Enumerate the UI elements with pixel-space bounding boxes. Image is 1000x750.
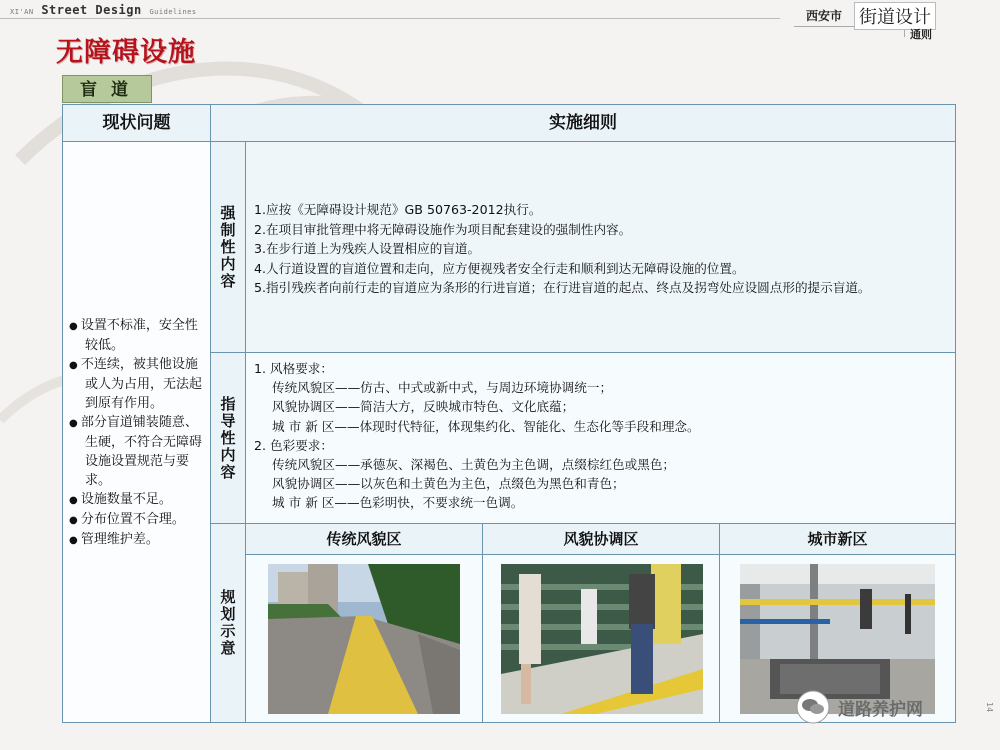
label-mandatory-text: 强制性内容 bbox=[218, 204, 237, 290]
watermark bbox=[796, 690, 923, 724]
label-plan-text: 规划示意 bbox=[218, 589, 237, 657]
top-divider bbox=[0, 18, 780, 19]
list-item: ● 部分盲道铺装随意、生硬，不符合无障碍设施设置规范与要求。 bbox=[69, 413, 207, 490]
list-item: 传统风貌区——仿古、中式或新中式，与周边环境协调统一； bbox=[272, 380, 613, 396]
brand-title: 街道设计 bbox=[854, 2, 936, 30]
list-item: 3.在步行道上为残疾人设置相应的盲道。 bbox=[254, 241, 481, 256]
brand-city: 西安市 bbox=[806, 9, 843, 23]
list-item: 城 市 新 区——色彩明快，不要求统一色调。 bbox=[272, 495, 524, 511]
english-sub: Guidelines bbox=[149, 8, 197, 16]
brand-subtitle: 通则 bbox=[910, 28, 932, 41]
list-item: 城 市 新 区——体现时代特征，体现集约化、智能化、生态化等手段和理念。 bbox=[272, 418, 700, 434]
list-item: 2.在项目审批管理中将无障碍设施作为项目配套建设的强制性内容。 bbox=[254, 221, 632, 237]
wechat-icon bbox=[796, 690, 830, 724]
list-item: 风貌协调区——简洁大方，反映城市特色、文化底蕴； bbox=[272, 399, 575, 415]
issues-list bbox=[69, 316, 207, 550]
label-plan bbox=[211, 524, 246, 722]
list-item: 1.应按《无障碍设计规范》GB 50763-2012执行。 bbox=[254, 202, 542, 217]
zone-coordinated-heading: 风貌协调区 bbox=[483, 524, 720, 555]
photo-traditional-zone bbox=[268, 564, 460, 714]
label-guidance bbox=[211, 353, 246, 524]
header-implementation-rules: 实施细则 bbox=[211, 105, 955, 142]
guideline-english-title bbox=[10, 3, 197, 17]
page-title: 无障碍设施 bbox=[56, 37, 196, 68]
guidance-list bbox=[254, 359, 700, 513]
list-item: 4.人行道设置的盲道位置和走向，应方便视残者安全行走和顺利到达无障碍设施的位置。 bbox=[254, 260, 745, 276]
list-item: ● 分布位置不合理。 bbox=[69, 510, 207, 530]
list-item: 5.指引残疾者向前行走的盲道应为条形的行进盲道；在行进盲道的起点、终点及拐弯处应设圆点形的提示盲道。 bbox=[254, 280, 871, 295]
photo-coordinated-zone bbox=[501, 564, 703, 714]
english-city: XI'AN bbox=[10, 8, 34, 16]
watermark-text: 道路养护网 bbox=[838, 699, 923, 720]
column-divider bbox=[482, 554, 483, 722]
list-item: 风貌协调区——以灰色和土黄色为主色，点缀色为黑色和青色； bbox=[272, 476, 625, 492]
list-item: 传统风貌区——承德灰、深褐色、土黄色为主色调，点缀棕红色或黑色； bbox=[272, 457, 675, 473]
guidance-color-heading: 2. 色彩要求： bbox=[254, 437, 333, 453]
guidance-content bbox=[246, 353, 955, 524]
page-number: 14 bbox=[985, 702, 994, 713]
brand-block bbox=[780, 0, 1000, 44]
list-item: ● 设施数量不足。 bbox=[69, 490, 207, 510]
mandatory-content bbox=[246, 142, 955, 353]
english-main: Street Design bbox=[41, 3, 142, 17]
mandatory-list bbox=[254, 200, 871, 298]
zone-new-city-heading: 城市新区 bbox=[720, 524, 955, 555]
issues-column bbox=[63, 142, 211, 722]
header-current-issues: 现状问题 bbox=[63, 105, 211, 142]
section-tag: 盲道 bbox=[62, 75, 152, 103]
list-item: ● 设置不标准，安全性较低。 bbox=[69, 316, 207, 355]
label-mandatory bbox=[211, 142, 246, 353]
zone-traditional-heading: 传统风貌区 bbox=[246, 524, 483, 555]
column-divider bbox=[719, 554, 720, 722]
guidance-style-heading: 1. 风格要求： bbox=[254, 361, 333, 376]
label-guidance-text: 指导性内容 bbox=[218, 395, 237, 481]
list-item: ● 管理维护差。 bbox=[69, 530, 207, 550]
guideline-table bbox=[62, 104, 956, 723]
list-item: ● 不连续，被其他设施或人为占用，无法起到原有作用。 bbox=[69, 355, 207, 413]
